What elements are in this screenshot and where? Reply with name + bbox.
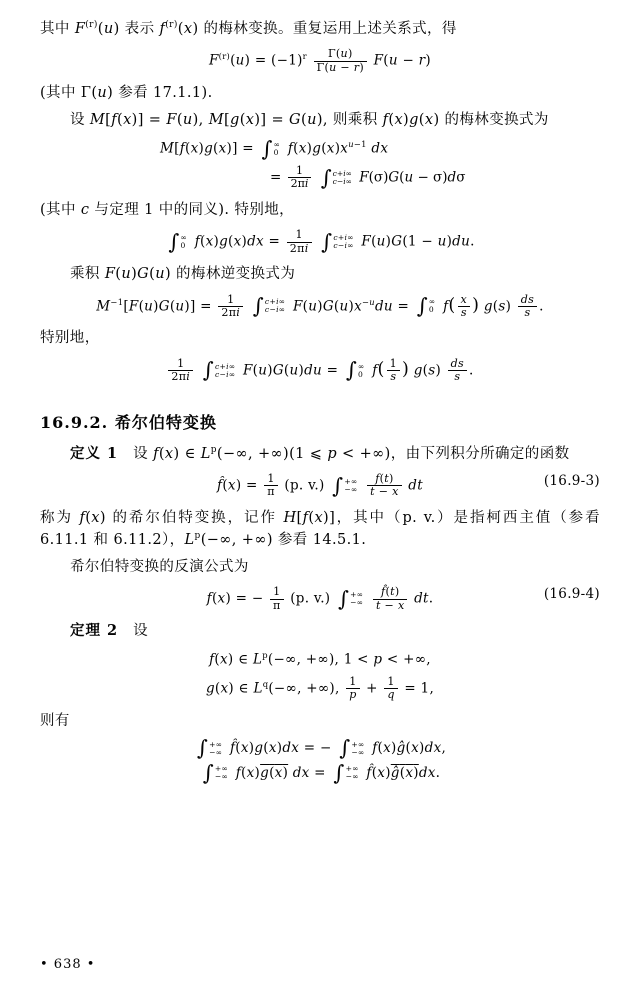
paragraph-1: 其中 $F^{(r)}(u)$ 表示 $f^{(r)}(x)$ 的梅林变换。重复运用上述关系式，得 bbox=[40, 20, 457, 37]
paragraph-2: (其中 Γ(u) 参看 17.1.1). bbox=[40, 85, 213, 102]
section-title: 希尔伯特变换 bbox=[114, 412, 217, 432]
paragraph-5: 乘积 F(u)G(u) 的梅林逆变换式为 bbox=[70, 266, 296, 283]
theorem-2-formula-1: ∫ +∞ −∞ f̂(x)g(x)dx = − ∫ +∞ −∞ f(x)ĝ(x)dx, bbox=[196, 736, 447, 761]
page-number: • 638 • bbox=[40, 957, 96, 972]
theorem-2-then: 则有 bbox=[40, 712, 70, 729]
paragraph-6: 特别地， bbox=[40, 330, 100, 347]
definition-1-after: 称为 f(x) 的希尔伯特变换，记作 H[f(x)]，其中（p. v.）是指柯西主值（参看 6.11.1 和 6.11.2），$L^p(-\infty$, +∞) 参看 14.5.1. bbox=[40, 509, 601, 549]
theorem-2-label: 定理 2 bbox=[70, 621, 119, 639]
formula-hilbert-transform: (16.9-3) f̂(x) = $\frac{1}{\pi}$ (p. v.) ∫ +∞ −∞ $\frac{f(t)}{t - x}$ dt bbox=[217, 471, 600, 499]
definition-1-label: 定义 1 bbox=[70, 444, 119, 462]
formula-derivative-mellin: $F^{(r)}(u) = (-1)^r$ $\frac{\Gamma(u)}{\Gamma(u - r)}$ F(u − r) bbox=[209, 47, 431, 74]
paragraph-3: 设 M[f(x)] = F(u), M[g(x)] = G(u), 则乘积 f(x)g(x) 的梅林变换式为 bbox=[70, 111, 549, 128]
theorem-2-head bbox=[40, 620, 600, 642]
section-number: 16.9.2. bbox=[40, 412, 109, 432]
formula-special-case: $\frac{1}{2\pi i}$ ∫ c+i∞ c−i∞ F(u)G(u)du = ∫ ∞ 0 f( $\frac{1}{s}$ ) g(s) $\frac{ds}{s}$ . bbox=[40, 358, 600, 384]
formula-parseval-mellin: ∫ ∞ 0 f(x)g(x)dx = $\frac{1}{2\pi i}$ ∫ c+i∞ c−i∞ F(u)G(1 − u)du. bbox=[168, 228, 475, 255]
paragraph-4: (其中 c 与定理 1 中的同义). 特别地， bbox=[40, 201, 295, 218]
formula-product-mellin-b: = $\frac{1}{2\pi i}$ ∫ c+i∞ c−i∞ F(σ)G(u − σ)dσ bbox=[270, 164, 466, 191]
formula-hilbert-inversion: (16.9-4) f(x) = − $\frac{1}{\pi}$ (p. v.) ∫ +∞ −∞ $\frac{f̂(t)}{t - x}$ dt. bbox=[206, 585, 600, 612]
equation-number-16-9-3: (16.9-3) bbox=[543, 472, 600, 489]
equation-number-16-9-4: (16.9-4) bbox=[543, 586, 600, 603]
definition-1-paragraph: 定义 1 设 f(x) ∈ $L^p(-\infty$, +∞)(1 ⩽ p < +∞)，由下列积分所确定的函数 bbox=[70, 444, 570, 462]
theorem-2-lead: 设 bbox=[133, 622, 149, 639]
theorem-2-formula-2: ∫ +∞ −∞ f(x)g(x) dx = ∫ +∞ −∞ f̂(x)ĝ(x)dx. bbox=[202, 760, 441, 785]
theorem-2-condition-2: g(x) ∈ $L^q(-\infty$, +∞), $\frac{1}{p}$ + $\frac{1}{q}$ = 1, bbox=[205, 674, 435, 702]
section-heading bbox=[40, 410, 600, 433]
inversion-lead: 希尔伯特变换的反演公式为 bbox=[70, 558, 249, 575]
formula-inverse-mellin: $M^{-1}[F(u)G(u)]$ = $\frac{1}{2\pi i}$ ∫ c+i∞ c−i∞ $F(u)G(u)x^{-u}du$ = ∫ ∞ 0 f( $\frac{x}{s}$ ) g(s) $\frac{ds}{s}$ . bbox=[96, 292, 544, 319]
formula-product-mellin-a: M[f(x)g(x)] = ∫ ∞ 0 $f(x)g(x)x^{u-1}$ dx bbox=[160, 136, 389, 161]
theorem-2-condition-1: f(x) ∈ $L^p(-\infty$, +∞), 1 < p < +∞, bbox=[209, 650, 431, 668]
